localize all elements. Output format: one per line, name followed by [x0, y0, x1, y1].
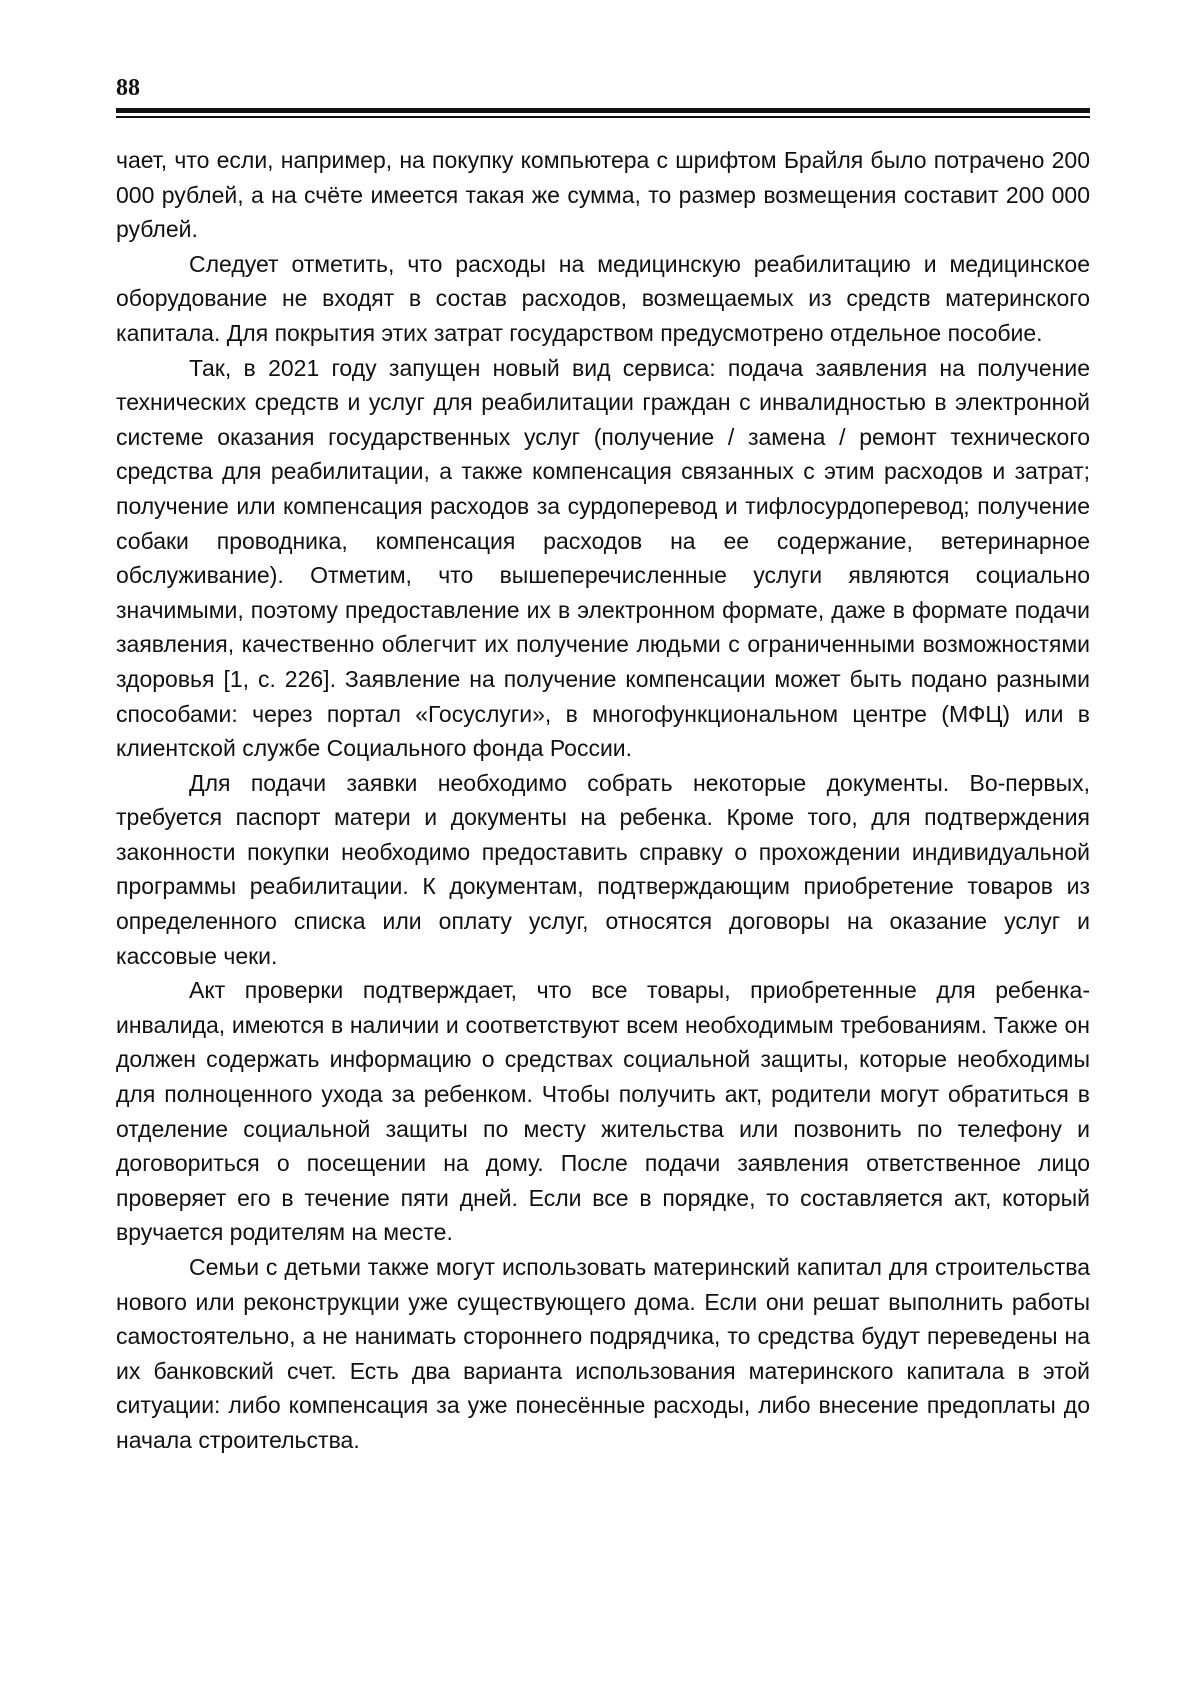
paragraph-house-construction: Семьи с детьми также могут использовать материнский капитал для строительства нового или реконструкции уже существующего дома. Если они решат выполнить работы самостоятельно, а не нанимать стороннего подрядчика, то средства будут переведены на их банковский счет. Есть два варианта использования материнского капитала в этой ситуации: либо компенсация за уже понесённые расходы, либо внесение предоплаты до начала строительства.	[116, 1254, 1090, 1453]
paragraph-continuation: чает, что если, например, на покупку компьютера с шрифтом Брайля было потрачено 200 000 рублей, а на счёте имеется такая же сумма, то размер возмещения составит 200 000 рублей.	[116, 147, 1090, 243]
paragraph-inspection-act: Акт проверки подтверждает, что все товары, приобретенные для ребенка-инвалида, имеются в наличии и соответствуют всем необходимым требованиям. Также он должен содержать информацию о средствах социальной защиты, которые необходимы для полноценного ухода за ребенком. Чтобы получить акт, родители могут обратиться в отделение социальной защиты по месту жительства или позвонить по телефону и договориться о посещении на дому. После подачи заявления ответственное лицо проверяет его в течение пяти дней. Если все в порядке, то составляется акт, который вручается родителям на месте.	[116, 977, 1090, 1246]
paragraph-medical-rehabilitation: Следует отметить, что расходы на медицинскую реабилитацию и медицинское оборудование не входят в состав расходов, возмещаемых из средств материнского капитала. Для покрытия этих затрат государством предусмотрено отдельное пособие.	[116, 250, 1090, 346]
header-rule-thick	[116, 108, 1090, 113]
header-rule-thin	[116, 116, 1090, 118]
page-number: 88	[116, 75, 140, 101]
paragraph-required-documents: Для подачи заявки необходимо собрать некоторые документы. Во-первых, требуется паспорт матери и документы на ребенка. Кроме того, для подтверждения законности покупки необходимо предоставить справку о прохождении индивидуальной программы реабилитации. К документам, подтверждающим приобретение товаров из определенного списка или оплату услуг, относятся договоры на оказание услуг и кассовые чеки.	[116, 769, 1090, 969]
paragraph-electronic-service: Так, в 2021 году запущен новый вид сервиса: подача заявления на получение технических средств и услуг для реабилитации граждан с инвалидностью в электронной системе оказания государственных услуг (получение / замена / ремонт технического средства для реабилитации, а также компенсация связанных с этим расходов и затрат; получение или компенсация расходов за сурдоперевод и тифлосурдоперевод; получение собаки проводника, компенсация расходов на ее содержание, ветеринарное обслуживание). Отметим, что вышеперечисленные услуги являются социально значимыми, поэтому предоставление их в электронном формате, даже в формате подачи заявления, качественно облегчит их получение людьми с ограниченными возможностями здоровья [1, с. 226]. Заявление на получение компенсации может быть подано разными способами: через портал «Госуслуги», в многофункциональном центре (МФЦ) или в клиентской службе Социального фонда России.	[116, 354, 1090, 762]
body-text	[116, 143, 1090, 1458]
